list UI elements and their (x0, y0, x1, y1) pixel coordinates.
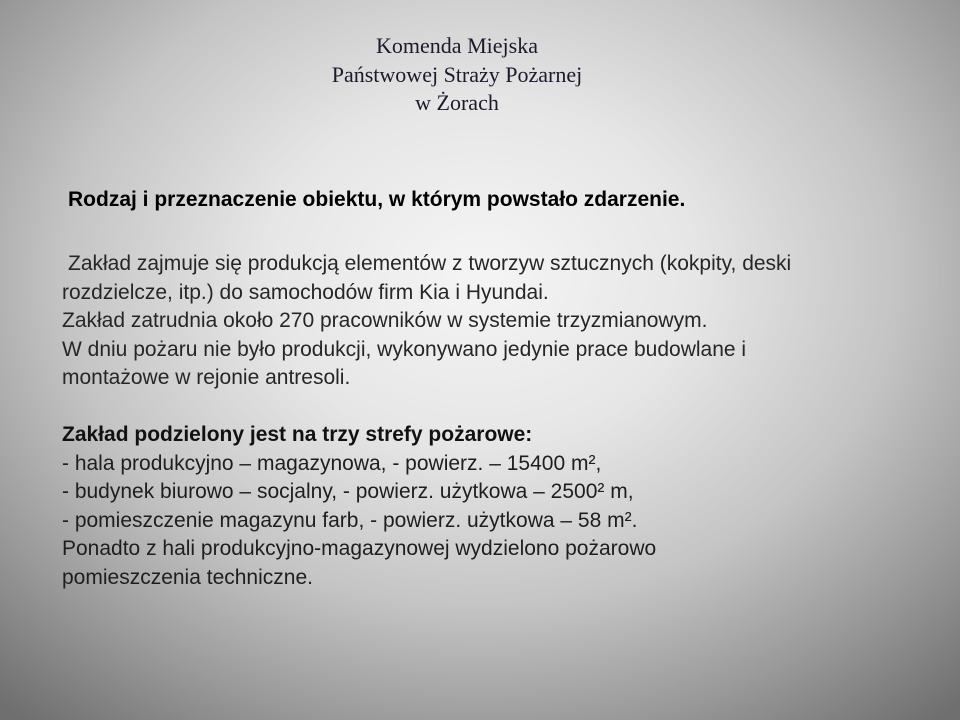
description-line: W dniu pożaru nie było produkcji, wykonywano jedynie prace budowlane i (62, 337, 747, 361)
slide-header (0, 32, 914, 118)
header-line-city: w Żorach (415, 90, 499, 115)
description-line: Zakład zajmuje się produkcją elementów z tworzyw sztucznych (kokpity, deski (68, 252, 792, 275)
fire-zone-item: - budynek biurowo – socjalny, - powierz. użytkowa – 2500² m, (62, 480, 634, 504)
closing-line: pomieszczenia techniczne. (62, 565, 313, 589)
fire-zone-item: - hala produkcyjno – magazynowa, - powierz. – 15400 m², (62, 451, 602, 475)
header-line-institution: Komenda Miejska (376, 33, 538, 58)
fire-zones-heading: Zakład podzielony jest na trzy strefy pożarowe: (62, 423, 533, 446)
header-line-service: Państwowej Straży Pożarnej (331, 61, 583, 87)
description-line: Zakład zatrudnia około 270 pracowników w systemie trzyzmianowym. (62, 309, 708, 333)
slide-title: Rodzaj i przeznaczenie obiektu, w którym powstało zdarzenie. (68, 188, 686, 211)
closing-line: Ponadto z hali produkcyjno-magazynowej wydzielono pożarowo (62, 537, 657, 561)
fire-zones-section (62, 421, 656, 593)
description-line: rozdzielcze, itp.) do samochodów firm Kia i Hyundai. (62, 280, 549, 304)
description-line: montażowe w rejonie antresoli. (62, 366, 351, 390)
description-paragraph (62, 250, 791, 393)
fire-zone-item: - pomieszczenie magazynu farb, - powierz. użytkowa – 58 m². (62, 508, 638, 532)
